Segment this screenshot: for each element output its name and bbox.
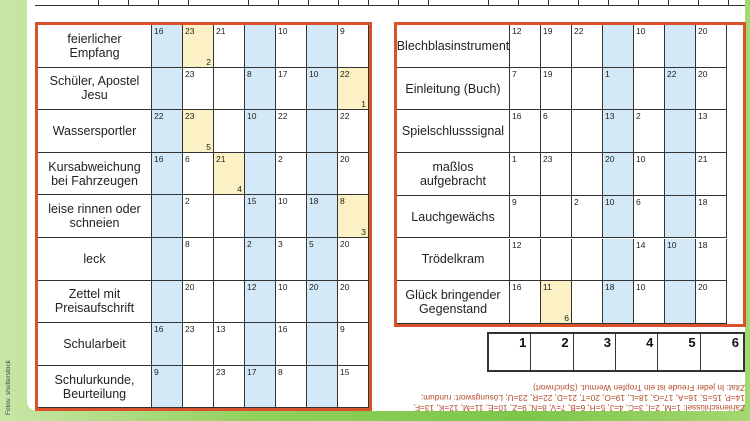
letter-cell[interactable]: [665, 110, 696, 153]
letter-cell[interactable]: [572, 68, 603, 111]
cell-number: 5: [309, 239, 314, 249]
solution-index: 5: [206, 141, 211, 152]
cell-number: 16: [512, 111, 522, 122]
letter-cell[interactable]: [183, 153, 214, 196]
letter-cell[interactable]: [338, 281, 369, 324]
letter-cell[interactable]: [510, 25, 541, 68]
cell-number: 20: [340, 153, 350, 164]
letter-cell[interactable]: [634, 196, 665, 239]
cell-number: 20: [605, 154, 615, 165]
cell-number: 8: [185, 239, 190, 249]
letter-cell[interactable]: [510, 281, 541, 324]
cell-number: 16: [154, 324, 164, 335]
clue-text: leck: [38, 238, 152, 281]
letter-cell[interactable]: [634, 68, 665, 111]
letter-cell[interactable]: [245, 238, 276, 281]
solution-position-label: 3: [603, 335, 611, 350]
letter-cell[interactable]: [307, 323, 338, 366]
puzzle-row: [397, 196, 743, 239]
cell-number: 10: [278, 26, 288, 36]
puzzle-row: [38, 281, 369, 324]
solution-position-label: 1: [519, 335, 527, 350]
cell-number: 12: [512, 26, 522, 36]
letter-cell[interactable]: [603, 196, 634, 239]
cell-number: 9: [512, 196, 517, 207]
letter-cell[interactable]: [696, 25, 727, 68]
cell-number: 9: [340, 324, 345, 335]
letter-cell[interactable]: [214, 25, 245, 68]
letter-cell[interactable]: [152, 153, 183, 196]
letter-cell[interactable]: [603, 110, 634, 153]
cell-number: 16: [512, 282, 522, 293]
letter-cell[interactable]: [276, 68, 307, 111]
puzzle-row: [38, 110, 369, 153]
letter-cell[interactable]: [152, 238, 183, 281]
cell-number: 10: [636, 154, 646, 165]
solution-letter-box[interactable]: [531, 334, 573, 370]
cell-number: 8: [278, 366, 283, 377]
cell-number: 7: [512, 68, 517, 79]
letter-cell[interactable]: [572, 281, 603, 324]
cell-number: 1: [512, 154, 517, 165]
cell-number: 21: [216, 26, 226, 36]
letter-cell[interactable]: [338, 153, 369, 196]
solution-position-label: 5: [688, 335, 696, 350]
letter-cell[interactable]: [183, 110, 214, 153]
letter-cell[interactable]: [307, 281, 338, 324]
cell-number: 2: [278, 153, 283, 164]
letter-cell[interactable]: [307, 68, 338, 111]
letter-cell[interactable]: [152, 323, 183, 366]
letter-cell[interactable]: [338, 238, 369, 281]
top-grid-edge: [35, 0, 745, 6]
cell-number: 13: [698, 111, 708, 122]
letter-cell[interactable]: [307, 195, 338, 238]
letter-cell[interactable]: [634, 25, 665, 68]
letter-cell[interactable]: [696, 153, 727, 196]
letter-cell[interactable]: [603, 281, 634, 324]
letter-cell[interactable]: [276, 25, 307, 68]
cell-number: 13: [605, 111, 615, 122]
solution-letter-box[interactable]: [574, 334, 616, 370]
cell-number: 16: [154, 26, 164, 36]
letter-cell[interactable]: [338, 195, 369, 238]
clue-text: Schularbeit: [38, 323, 152, 366]
letter-cell[interactable]: [152, 281, 183, 324]
letter-cell[interactable]: [183, 195, 214, 238]
cell-number: 22: [340, 68, 350, 79]
letter-cell[interactable]: [338, 25, 369, 68]
clue-text: Glück bringender Gegenstand: [397, 281, 510, 324]
cell-number: 23: [543, 154, 553, 165]
letter-cell[interactable]: [696, 239, 727, 282]
puzzle-row: [38, 323, 369, 366]
cell-number: 22: [667, 68, 677, 79]
cell-number: 12: [512, 239, 522, 250]
letter-cell[interactable]: [245, 25, 276, 68]
cell-number: 11: [543, 282, 552, 293]
solution-index: 6: [564, 312, 569, 323]
cell-number: 18: [698, 196, 708, 207]
letter-cell[interactable]: [696, 110, 727, 153]
cell-number: 8: [340, 196, 345, 207]
letter-cell[interactable]: [572, 153, 603, 196]
clue-text: Trödelkram: [397, 239, 510, 282]
clue-text: Kursabweichung bei Fahrzeugen: [38, 153, 152, 196]
clue-text: leise rinnen oder schneien: [38, 195, 152, 238]
cell-number: 1: [605, 68, 610, 79]
letter-cell[interactable]: [634, 110, 665, 153]
cell-number: 21: [216, 153, 226, 164]
letter-cell[interactable]: [634, 281, 665, 324]
key-line-1: Zahlenschlüssel: 1=M, 2=I, 3=C, 4=J, 5=H, 6=B, 7=V, 8=N, 9=Z, 10=E, 11=M, 12=K, 13=F,: [413, 403, 745, 413]
letter-cell[interactable]: [541, 281, 572, 324]
letter-cell[interactable]: [307, 238, 338, 281]
cell-number: 15: [340, 366, 350, 377]
letter-cell[interactable]: [307, 25, 338, 68]
solution-index: 2: [206, 56, 211, 67]
letter-cell[interactable]: [634, 153, 665, 196]
clue-text: Schulurkunde, Beurteilung: [38, 366, 152, 409]
clue-text: Wassersportler: [38, 110, 152, 153]
letter-cell[interactable]: [603, 68, 634, 111]
letter-cell[interactable]: [665, 239, 696, 282]
letter-cell[interactable]: [152, 366, 183, 409]
solution-index: 1: [361, 99, 366, 110]
cell-number: 23: [185, 26, 195, 36]
letter-cell[interactable]: [510, 153, 541, 196]
cell-number: 23: [216, 366, 226, 377]
solution-index: 4: [237, 184, 242, 195]
cell-number: 10: [278, 281, 288, 292]
letter-cell[interactable]: [665, 196, 696, 239]
cell-number: 19: [543, 68, 553, 79]
clue-text: Lauchgewächs: [397, 196, 510, 239]
cell-number: 20: [698, 282, 708, 293]
clue-text: Zettel mit Preisaufschrift: [38, 281, 152, 324]
letter-cell[interactable]: [541, 25, 572, 68]
cell-number: 14: [636, 239, 646, 250]
cell-number: 2: [636, 111, 641, 122]
cell-number: 20: [340, 239, 350, 249]
letter-cell[interactable]: [603, 153, 634, 196]
cell-number: 13: [216, 324, 226, 335]
letter-cell[interactable]: [541, 110, 572, 153]
right-crossword-grid: [394, 22, 746, 327]
cell-number: 6: [636, 196, 641, 207]
cell-number: 9: [340, 26, 345, 36]
puzzle-row: [397, 153, 743, 196]
cell-number: 8: [247, 68, 252, 79]
cell-number: 2: [185, 196, 190, 207]
letter-cell[interactable]: [276, 238, 307, 281]
cell-number: 18: [698, 239, 708, 250]
letter-cell[interactable]: [152, 68, 183, 111]
cell-number: 10: [309, 68, 319, 79]
letter-cell[interactable]: [152, 25, 183, 68]
puzzle-row: [38, 153, 369, 196]
puzzle-row: [397, 281, 743, 324]
cell-number: 20: [698, 26, 708, 36]
cell-number: 20: [340, 281, 350, 292]
letter-cell[interactable]: [214, 238, 245, 281]
letter-cell[interactable]: [214, 281, 245, 324]
cell-number: 6: [543, 111, 548, 122]
letter-cell[interactable]: [245, 110, 276, 153]
letter-cell[interactable]: [338, 68, 369, 111]
letter-cell[interactable]: [510, 110, 541, 153]
letter-cell[interactable]: [245, 323, 276, 366]
letter-cell[interactable]: [276, 153, 307, 196]
solution-letter-box[interactable]: [616, 334, 658, 370]
cell-number: 22: [574, 26, 584, 36]
solution-position-label: 6: [731, 335, 739, 350]
clue-text: maßlos aufgebracht: [397, 153, 510, 196]
cell-number: 10: [667, 239, 677, 250]
key-line-3: Zitat: In jeder Freude ist ein Tropfen Wermut. (Sprichwort): [533, 383, 745, 393]
letter-cell[interactable]: [338, 110, 369, 153]
cell-number: 22: [154, 111, 164, 122]
letter-cell[interactable]: [541, 239, 572, 282]
clue-text: Einleitung (Buch): [397, 68, 510, 111]
cell-number: 16: [278, 324, 288, 335]
solution-position-label: 4: [646, 335, 654, 350]
letter-cell[interactable]: [572, 110, 603, 153]
letter-cell[interactable]: [214, 195, 245, 238]
letter-cell[interactable]: [276, 195, 307, 238]
letter-cell[interactable]: [183, 68, 214, 111]
letter-cell[interactable]: [245, 68, 276, 111]
letter-cell[interactable]: [510, 68, 541, 111]
letter-cell[interactable]: [276, 110, 307, 153]
cell-number: 23: [185, 324, 195, 335]
left-crossword-grid: [35, 22, 372, 411]
puzzle-row: [397, 68, 743, 111]
cell-number: 21: [698, 154, 708, 165]
letter-cell[interactable]: [152, 195, 183, 238]
letter-cell[interactable]: [665, 153, 696, 196]
cell-number: 10: [278, 196, 288, 207]
letter-cell[interactable]: [696, 196, 727, 239]
clue-text: Spielschlusssignal: [397, 110, 510, 153]
letter-cell[interactable]: [603, 239, 634, 282]
cell-number: 16: [154, 153, 164, 164]
clue-text: Blechblasinstrument: [397, 25, 510, 68]
solution-letter-box[interactable]: [701, 334, 743, 370]
cell-number: 19: [543, 26, 553, 36]
letter-cell[interactable]: [214, 323, 245, 366]
letter-cell[interactable]: [510, 239, 541, 282]
letter-cell[interactable]: [214, 153, 245, 196]
cell-number: 18: [309, 196, 319, 207]
cell-number: 2: [574, 196, 579, 207]
puzzle-row: [38, 68, 369, 111]
letter-cell[interactable]: [572, 25, 603, 68]
letter-cell[interactable]: [572, 196, 603, 239]
cell-number: 22: [340, 111, 350, 122]
cell-number: 3: [278, 239, 283, 249]
cell-number: 12: [247, 281, 257, 292]
photo-credit: Fotos: shutterstock: [5, 360, 12, 415]
puzzle-row: [38, 25, 369, 68]
letter-cell[interactable]: [541, 68, 572, 111]
cell-number: 6: [185, 153, 190, 164]
cell-number: 23: [185, 111, 195, 122]
letter-cell[interactable]: [245, 281, 276, 324]
puzzle-row: [38, 195, 369, 238]
letter-cell[interactable]: [214, 110, 245, 153]
letter-cell[interactable]: [665, 25, 696, 68]
letter-cell[interactable]: [183, 238, 214, 281]
clue-text: feierlicher Empfang: [38, 25, 152, 68]
letter-cell[interactable]: [541, 196, 572, 239]
letter-cell[interactable]: [183, 25, 214, 68]
solution-letter-box[interactable]: [489, 334, 531, 370]
cell-number: 18: [605, 282, 615, 293]
cell-number: 15: [247, 196, 257, 207]
letter-cell[interactable]: [276, 281, 307, 324]
cell-number: 17: [278, 68, 288, 79]
cell-number: 20: [185, 281, 195, 292]
solution-letter-box[interactable]: [658, 334, 700, 370]
cell-number: 20: [698, 68, 708, 79]
cell-number: 2: [247, 239, 252, 249]
letter-cell[interactable]: [183, 366, 214, 409]
letter-cell[interactable]: [696, 281, 727, 324]
letter-cell[interactable]: [510, 196, 541, 239]
letter-cell[interactable]: [541, 153, 572, 196]
cell-number: 20: [309, 281, 319, 292]
cell-number: 10: [636, 282, 646, 293]
letter-cell[interactable]: [665, 281, 696, 324]
key-line-2: 14=P, 15=S, 16=A, 17=G, 18=L, 19=O, 20=T, 21=D, 22=R, 23=U; Lösungswort: rundum;: [420, 393, 745, 403]
cell-number: 10: [247, 111, 257, 122]
cell-number: 23: [185, 68, 195, 79]
letter-cell[interactable]: [183, 281, 214, 324]
puzzle-row: [38, 238, 369, 281]
clue-text: Schüler, Apostel Jesu: [38, 68, 152, 111]
letter-cell[interactable]: [307, 110, 338, 153]
letter-cell[interactable]: [634, 239, 665, 282]
cell-number: 10: [636, 26, 646, 36]
solution-index: 3: [361, 226, 366, 237]
letter-cell[interactable]: [338, 323, 369, 366]
cell-number: 17: [247, 366, 257, 377]
puzzle-row: [397, 239, 743, 282]
letter-cell[interactable]: [603, 25, 634, 68]
cell-number: 9: [154, 366, 159, 377]
letter-cell[interactable]: [276, 323, 307, 366]
letter-cell[interactable]: [214, 68, 245, 111]
puzzle-row: [397, 25, 743, 68]
solution-word-boxes: [487, 332, 745, 372]
letter-cell[interactable]: [152, 110, 183, 153]
letter-cell[interactable]: [696, 68, 727, 111]
letter-cell[interactable]: [245, 195, 276, 238]
puzzle-row: [397, 110, 743, 153]
cell-number: 10: [605, 196, 615, 207]
letter-cell[interactable]: [183, 323, 214, 366]
letter-cell[interactable]: [665, 68, 696, 111]
letter-cell[interactable]: [307, 153, 338, 196]
cell-number: 22: [278, 111, 288, 122]
letter-cell[interactable]: [245, 153, 276, 196]
letter-cell[interactable]: [572, 239, 603, 282]
solution-position-label: 2: [561, 335, 569, 350]
